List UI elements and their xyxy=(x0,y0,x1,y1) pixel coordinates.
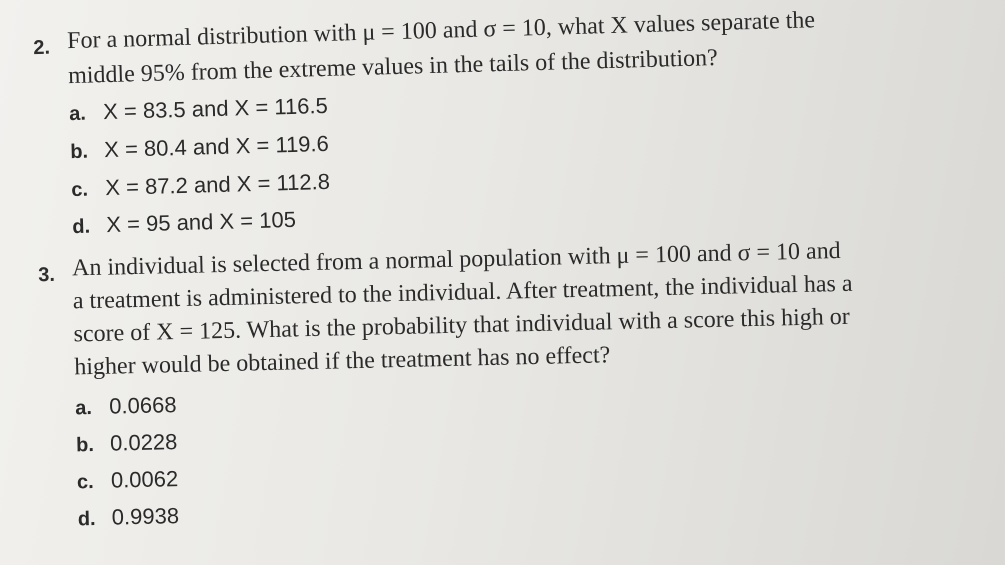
question-2-line-1: For a normal distribution with μ = 100 and σ = 10, what X values separate the xyxy=(66,7,816,55)
option-letter: a. xyxy=(68,102,87,126)
option-text: X = 87.2 and X = 112.8 xyxy=(104,168,331,201)
option-text: 0.0062 xyxy=(110,466,179,493)
option-letter: a. xyxy=(75,397,93,420)
option-text: 0.0668 xyxy=(108,392,177,419)
option-letter: b. xyxy=(75,433,95,457)
option-letter: d. xyxy=(72,215,91,239)
question-3-number: 3. xyxy=(38,263,56,287)
question-3-option-a[interactable] xyxy=(75,392,177,420)
question-3-line-4: higher would be obtained if the treatment has no effect? xyxy=(74,342,611,381)
question-3-line-3: score of X = 125. What is the probability that individual with a score this high or xyxy=(73,303,850,348)
option-text: X = 95 and X = 105 xyxy=(105,206,297,238)
question-3-line-2: a treatment is administered to the individual. After treatment, the individual has a xyxy=(72,270,853,315)
question-3-option-c[interactable] xyxy=(77,466,179,494)
option-letter: d. xyxy=(77,507,96,531)
question-3-option-d[interactable] xyxy=(77,503,179,531)
question-2-number: 2. xyxy=(33,36,51,60)
option-letter: b. xyxy=(69,140,89,164)
question-2-line-2: middle 95% from the extreme values in the tails of the distribution? xyxy=(67,44,719,90)
option-text: X = 83.5 and X = 116.5 xyxy=(102,92,329,125)
option-letter: c. xyxy=(71,178,89,202)
option-text: 0.0228 xyxy=(109,429,178,456)
question-3-line-1: An individual is selected from a normal population with μ = 100 and σ = 10 and xyxy=(71,237,841,282)
option-text: 0.9938 xyxy=(111,503,180,530)
question-3-option-b[interactable] xyxy=(76,429,178,457)
option-letter: c. xyxy=(76,471,94,494)
option-text: X = 80.4 and X = 119.6 xyxy=(103,130,330,163)
